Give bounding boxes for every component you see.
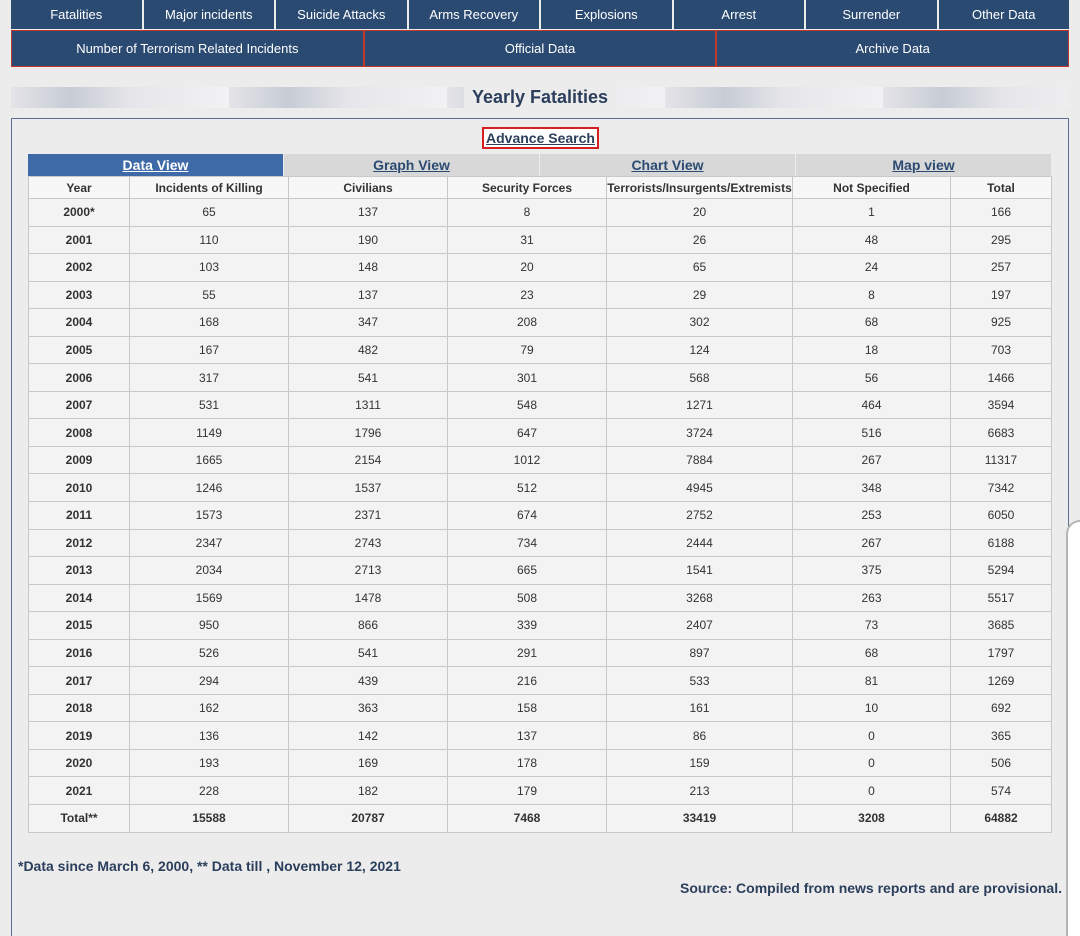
section-banner <box>11 87 1069 108</box>
fatalities-table <box>28 176 1052 833</box>
cell-total: 6188 <box>951 529 1052 557</box>
cell-civilians: 1478 <box>289 584 448 612</box>
cell-not-specified: 464 <box>793 391 951 419</box>
cell-year: 2013 <box>29 557 130 585</box>
total-cell-year: Total** <box>29 805 130 833</box>
table-total-row <box>29 805 1052 833</box>
col-header-year: Year <box>29 177 130 199</box>
table-row <box>29 667 1052 695</box>
cell-incidents: 110 <box>130 226 289 254</box>
cell-total: 197 <box>951 281 1052 309</box>
cell-year: 2005 <box>29 336 130 364</box>
cell-not-specified: 348 <box>793 474 951 502</box>
nav-official-data[interactable]: Official Data <box>365 31 716 66</box>
nav-arrest[interactable]: Arrest <box>674 0 805 29</box>
cell-year: 2007 <box>29 391 130 419</box>
cell-incidents: 950 <box>130 612 289 640</box>
cell-incidents: 526 <box>130 639 289 667</box>
cell-civilians: 541 <box>289 639 448 667</box>
cell-security-forces: 512 <box>448 474 607 502</box>
table-row <box>29 694 1052 722</box>
cell-not-specified: 81 <box>793 667 951 695</box>
nav-terrorism-incidents[interactable]: Number of Terrorism Related Incidents <box>12 31 363 66</box>
cell-total: 506 <box>951 749 1052 777</box>
nav-explosions[interactable]: Explosions <box>541 0 672 29</box>
cell-civilians: 148 <box>289 254 448 282</box>
cell-terrorists: 533 <box>607 667 793 695</box>
table-row <box>29 364 1052 392</box>
cell-security-forces: 301 <box>448 364 607 392</box>
table-row <box>29 529 1052 557</box>
cell-security-forces: 508 <box>448 584 607 612</box>
col-header-terrorists: Terrorists/Insurgents/Extremists <box>607 177 793 199</box>
cell-civilians: 137 <box>289 281 448 309</box>
cell-civilians: 439 <box>289 667 448 695</box>
cell-incidents: 228 <box>130 777 289 805</box>
tab-graph-view[interactable]: Graph View <box>284 154 539 176</box>
cell-year: 2019 <box>29 722 130 750</box>
col-header-total: Total <box>951 177 1052 199</box>
cell-security-forces: 20 <box>448 254 607 282</box>
cell-terrorists: 159 <box>607 749 793 777</box>
cell-incidents: 193 <box>130 749 289 777</box>
cell-civilians: 363 <box>289 694 448 722</box>
cell-incidents: 167 <box>130 336 289 364</box>
cell-incidents: 531 <box>130 391 289 419</box>
cell-incidents: 1246 <box>130 474 289 502</box>
cell-not-specified: 68 <box>793 309 951 337</box>
cell-year: 2002 <box>29 254 130 282</box>
cell-year: 2021 <box>29 777 130 805</box>
cell-civilians: 866 <box>289 612 448 640</box>
cell-security-forces: 178 <box>448 749 607 777</box>
table-row <box>29 446 1052 474</box>
cell-security-forces: 1012 <box>448 446 607 474</box>
cell-year: 2015 <box>29 612 130 640</box>
cell-not-specified: 24 <box>793 254 951 282</box>
cell-incidents: 103 <box>130 254 289 282</box>
cell-total: 925 <box>951 309 1052 337</box>
cell-year: 2017 <box>29 667 130 695</box>
cell-civilians: 142 <box>289 722 448 750</box>
cell-incidents: 1573 <box>130 502 289 530</box>
cell-total: 295 <box>951 226 1052 254</box>
cell-civilians: 2371 <box>289 502 448 530</box>
cell-terrorists: 1271 <box>607 391 793 419</box>
cell-security-forces: 158 <box>448 694 607 722</box>
col-header-civilians: Civilians <box>289 177 448 199</box>
cell-civilians: 1537 <box>289 474 448 502</box>
cell-civilians: 1796 <box>289 419 448 447</box>
cell-not-specified: 18 <box>793 336 951 364</box>
cell-not-specified: 1 <box>793 199 951 227</box>
cell-incidents: 168 <box>130 309 289 337</box>
source-note: Source: Compiled from news reports and are provisional. <box>680 880 1062 896</box>
cell-terrorists: 302 <box>607 309 793 337</box>
cell-total: 3594 <box>951 391 1052 419</box>
total-cell-incidents: 15588 <box>130 805 289 833</box>
cell-total: 365 <box>951 722 1052 750</box>
cell-civilians: 190 <box>289 226 448 254</box>
cell-terrorists: 20 <box>607 199 793 227</box>
table-body <box>29 199 1052 833</box>
table-row <box>29 557 1052 585</box>
cell-incidents: 317 <box>130 364 289 392</box>
table-row <box>29 639 1052 667</box>
cell-total: 1797 <box>951 639 1052 667</box>
footnote: *Data since March 6, 2000, ** Data till , November 12, 2021 <box>18 858 401 874</box>
table-row <box>29 254 1052 282</box>
cell-incidents: 2034 <box>130 557 289 585</box>
cell-security-forces: 665 <box>448 557 607 585</box>
cell-civilians: 169 <box>289 749 448 777</box>
cell-terrorists: 65 <box>607 254 793 282</box>
cell-not-specified: 516 <box>793 419 951 447</box>
cell-total: 5294 <box>951 557 1052 585</box>
nav-archive-data[interactable]: Archive Data <box>717 31 1068 66</box>
cell-security-forces: 31 <box>448 226 607 254</box>
cell-security-forces: 208 <box>448 309 607 337</box>
table-row <box>29 502 1052 530</box>
cell-not-specified: 263 <box>793 584 951 612</box>
cell-security-forces: 216 <box>448 667 607 695</box>
cell-year: 2004 <box>29 309 130 337</box>
cell-not-specified: 267 <box>793 529 951 557</box>
table-row <box>29 309 1052 337</box>
cell-terrorists: 213 <box>607 777 793 805</box>
cell-total: 7342 <box>951 474 1052 502</box>
table-row <box>29 584 1052 612</box>
cell-terrorists: 3724 <box>607 419 793 447</box>
nav-fatalities[interactable]: Fatalities <box>11 0 142 29</box>
cell-incidents: 1569 <box>130 584 289 612</box>
cell-security-forces: 8 <box>448 199 607 227</box>
nav-major-incidents[interactable]: Major incidents <box>144 0 275 29</box>
cell-not-specified: 73 <box>793 612 951 640</box>
cell-year: 2008 <box>29 419 130 447</box>
cell-civilians: 347 <box>289 309 448 337</box>
table-header-row <box>29 177 1052 199</box>
total-cell-terrorists: 33419 <box>607 805 793 833</box>
tab-map-view[interactable]: Map view <box>796 154 1051 176</box>
cell-not-specified: 0 <box>793 749 951 777</box>
cell-incidents: 294 <box>130 667 289 695</box>
cell-incidents: 1665 <box>130 446 289 474</box>
advance-search-link[interactable]: Advance Search <box>482 127 599 149</box>
table-row <box>29 419 1052 447</box>
tab-data-view[interactable]: Data View <box>28 154 283 176</box>
cell-terrorists: 29 <box>607 281 793 309</box>
cell-security-forces: 647 <box>448 419 607 447</box>
col-header-not-specified: Not Specified <box>793 177 951 199</box>
cell-civilians: 2713 <box>289 557 448 585</box>
main-nav <box>11 0 1069 29</box>
cell-year: 2014 <box>29 584 130 612</box>
cell-terrorists: 1541 <box>607 557 793 585</box>
table-row <box>29 226 1052 254</box>
cell-not-specified: 375 <box>793 557 951 585</box>
page-title: Yearly Fatalities <box>464 87 616 108</box>
table-row <box>29 199 1052 227</box>
cell-total: 703 <box>951 336 1052 364</box>
col-header-incidents: Incidents of Killing <box>130 177 289 199</box>
cell-security-forces: 674 <box>448 502 607 530</box>
cell-security-forces: 137 <box>448 722 607 750</box>
cell-civilians: 2154 <box>289 446 448 474</box>
cell-not-specified: 0 <box>793 722 951 750</box>
cell-year: 2000* <box>29 199 130 227</box>
cell-civilians: 482 <box>289 336 448 364</box>
cell-total: 5517 <box>951 584 1052 612</box>
table-row <box>29 777 1052 805</box>
cell-security-forces: 179 <box>448 777 607 805</box>
total-cell-not-specified: 3208 <box>793 805 951 833</box>
table-row <box>29 749 1052 777</box>
scrollbar-edge[interactable] <box>1066 520 1080 936</box>
cell-not-specified: 267 <box>793 446 951 474</box>
cell-year: 2012 <box>29 529 130 557</box>
cell-not-specified: 253 <box>793 502 951 530</box>
table-row <box>29 722 1052 750</box>
cell-total: 3685 <box>951 612 1052 640</box>
cell-year: 2018 <box>29 694 130 722</box>
cell-total: 257 <box>951 254 1052 282</box>
col-header-security-forces: Security Forces <box>448 177 607 199</box>
cell-terrorists: 161 <box>607 694 793 722</box>
cell-total: 11317 <box>951 446 1052 474</box>
cell-not-specified: 8 <box>793 281 951 309</box>
cell-terrorists: 26 <box>607 226 793 254</box>
table-row <box>29 336 1052 364</box>
cell-year: 2001 <box>29 226 130 254</box>
cell-security-forces: 291 <box>448 639 607 667</box>
total-cell-civilians: 20787 <box>289 805 448 833</box>
cell-total: 1466 <box>951 364 1052 392</box>
nav-surrender[interactable]: Surrender <box>806 0 937 29</box>
cell-terrorists: 3268 <box>607 584 793 612</box>
cell-year: 2010 <box>29 474 130 502</box>
table-row <box>29 281 1052 309</box>
content-frame <box>11 118 1069 936</box>
cell-terrorists: 7884 <box>607 446 793 474</box>
cell-civilians: 1311 <box>289 391 448 419</box>
cell-terrorists: 2752 <box>607 502 793 530</box>
cell-terrorists: 2444 <box>607 529 793 557</box>
cell-security-forces: 339 <box>448 612 607 640</box>
nav-suicide-attacks[interactable]: Suicide Attacks <box>276 0 407 29</box>
cell-incidents: 55 <box>130 281 289 309</box>
cell-incidents: 2347 <box>130 529 289 557</box>
cell-incidents: 162 <box>130 694 289 722</box>
nav-other-data[interactable]: Other Data <box>939 0 1070 29</box>
cell-not-specified: 56 <box>793 364 951 392</box>
cell-year: 2011 <box>29 502 130 530</box>
cell-terrorists: 2407 <box>607 612 793 640</box>
cell-total: 1269 <box>951 667 1052 695</box>
cell-security-forces: 79 <box>448 336 607 364</box>
cell-year: 2009 <box>29 446 130 474</box>
cell-not-specified: 68 <box>793 639 951 667</box>
secondary-nav <box>11 30 1069 67</box>
table-row <box>29 391 1052 419</box>
cell-civilians: 541 <box>289 364 448 392</box>
cell-total: 692 <box>951 694 1052 722</box>
cell-incidents: 136 <box>130 722 289 750</box>
cell-civilians: 137 <box>289 199 448 227</box>
cell-civilians: 2743 <box>289 529 448 557</box>
cell-security-forces: 23 <box>448 281 607 309</box>
cell-incidents: 1149 <box>130 419 289 447</box>
tab-chart-view[interactable]: Chart View <box>540 154 795 176</box>
cell-terrorists: 568 <box>607 364 793 392</box>
cell-year: 2016 <box>29 639 130 667</box>
cell-not-specified: 10 <box>793 694 951 722</box>
cell-total: 6050 <box>951 502 1052 530</box>
cell-security-forces: 548 <box>448 391 607 419</box>
cell-not-specified: 0 <box>793 777 951 805</box>
cell-year: 2006 <box>29 364 130 392</box>
cell-security-forces: 734 <box>448 529 607 557</box>
cell-year: 2020 <box>29 749 130 777</box>
cell-total: 6683 <box>951 419 1052 447</box>
cell-not-specified: 48 <box>793 226 951 254</box>
table-row <box>29 474 1052 502</box>
table-row <box>29 612 1052 640</box>
cell-civilians: 182 <box>289 777 448 805</box>
total-cell-security-forces: 7468 <box>448 805 607 833</box>
view-tabs <box>28 154 1051 176</box>
cell-terrorists: 897 <box>607 639 793 667</box>
nav-arms-recovery[interactable]: Arms Recovery <box>409 0 540 29</box>
cell-terrorists: 86 <box>607 722 793 750</box>
cell-year: 2003 <box>29 281 130 309</box>
cell-total: 574 <box>951 777 1052 805</box>
cell-total: 166 <box>951 199 1052 227</box>
total-cell-total: 64882 <box>951 805 1052 833</box>
cell-terrorists: 4945 <box>607 474 793 502</box>
cell-incidents: 65 <box>130 199 289 227</box>
cell-terrorists: 124 <box>607 336 793 364</box>
